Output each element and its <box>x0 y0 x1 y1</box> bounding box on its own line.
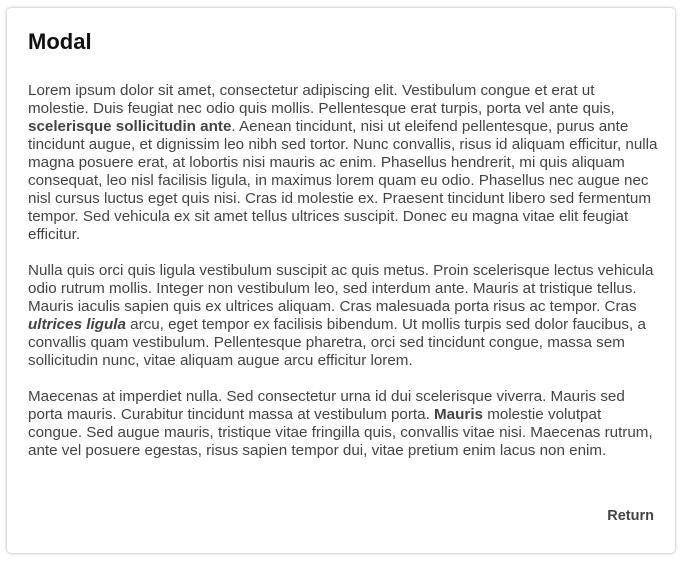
body-paragraph-3 <box>28 388 658 460</box>
return-button[interactable]: Return <box>607 508 654 524</box>
bold-text: Mauris <box>434 406 483 423</box>
paragraph-text: Lorem ipsum dolor sit amet, consectetur adipiscing elit. Vestibulum congue et erat ut molestie. Duis feugiat nec odio quis mollis. Pellentesque erat turpis, porta vel ante quis, <box>28 82 615 117</box>
bold-italic-text: ultrices ligula <box>28 316 126 333</box>
modal-dialog <box>7 8 675 553</box>
paragraph-text: arcu, eget tempor ex facilisis bibendum. Ut mollis turpis sed dolor faucibus, a convallis quam vestibulum. Pellentesque pharetra, orci sed tincidunt congue, massa sem sollicitudin nunc, vitae aliquam augue arcu efficitur lorem. <box>28 316 646 369</box>
modal-title: Modal <box>28 29 92 54</box>
paragraph-text: Nulla quis orci quis ligula vestibulum suscipit ac quis metus. Proin scelerisque lectus vehicula odio rutrum mollis. Integer non vestibulum leo, sed interdum ante. Mauris at tristique tellus. Mauris iaculis sapien quis ex ultrices aliquam. Cras malesuada porta risus ac tempor. Cras <box>28 262 654 315</box>
paragraph-text: Maecenas at imperdiet nulla. Sed consectetur urna id dui scelerisque viverra. Mauris sed porta mauris. Curabitur tincidunt massa at vestibulum porta. <box>28 388 625 423</box>
modal-body <box>28 82 658 478</box>
paragraph-text: . Aenean tincidunt, nisi ut eleifend pellentesque, purus ante tincidunt augue, et dignissim leo nibh sed tortor. Nunc convallis, risus id aliquam efficitur, nulla magna posuere erat, at lobortis nisi mauris ac enim. Phasellus hendrerit, mi quis aliquam consequat, leo nisl facilisis ligula, in maximus lorem quam eu odio. Phasellus nec augue nec nisl cursus luctus eget quis nisi. Cras id molestie ex. Praesent tincidunt libero sed fermentum tempor. Sed vehicula ex sit amet tellus ultrices suscipit. Donec eu magna vitae elit feugiat efficitur. <box>28 118 658 243</box>
paragraph-text: molestie volutpat congue. Sed augue mauris, tristique vitae fringilla quis, convallis vitae nisi. Maecenas rutrum, ante vel posuere egestas, risus sapien tempor dui, vitae pretium enim lacus non enim. <box>28 406 653 459</box>
bold-text: scelerisque sollicitudin ante <box>28 118 232 135</box>
body-paragraph-1 <box>28 82 658 244</box>
body-paragraph-2 <box>28 262 658 370</box>
